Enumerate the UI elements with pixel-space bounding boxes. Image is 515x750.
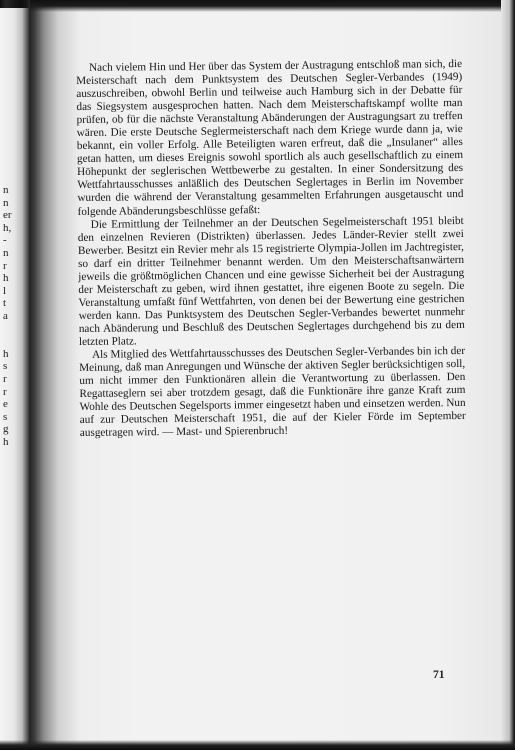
left-fragment: s xyxy=(3,360,8,373)
scan-bottom-shadow xyxy=(0,740,515,750)
page-number: 71 xyxy=(433,669,445,681)
left-fragment: s xyxy=(3,410,8,423)
left-page-text-fragments xyxy=(3,184,15,448)
left-fragment: h xyxy=(3,435,9,448)
right-page-edge xyxy=(501,0,515,750)
left-page-edge xyxy=(0,8,30,748)
page-body-text xyxy=(76,58,466,440)
left-fragment: h, xyxy=(3,221,12,234)
left-fragment: a xyxy=(3,309,8,322)
left-fragment: r xyxy=(3,385,7,398)
left-fragment: n xyxy=(3,246,9,259)
paragraph-2: Die Ermittlung der Teilnehmer an der Deutschen Segelmeisterschaft 1951 bleibt den einzelnen Revieren (Distrikten) überlassen. Jedes Länder-Revier stellt zwei Bewerber. Besitzt ein Revier mehr als 15 registrierte Olympia-Jollen im Jachtregister, so darf ein dritter Teilnehmer benannt werden. Um den Meisterschaftsanwärtern jeweils die größtmöglichen Chancen und eine gewisse Sicherheit bei der Austragung der Meisterschaft zu geben, wird ihnen gestattet, ihre eigenen Boote zu segeln. Die Veranstaltung umfaßt fünf Wettfahrten, von denen bei der Bewertung eine gestrichen werden kann. Das Punktsystem des Deutschen Segler-Verbandes bewertet nunmehr nach Abänderung und Beschluß des Deutschen Seglertages durchgehend bis zu dem letzten Platz. xyxy=(77,214,465,348)
left-fragment: t xyxy=(3,297,7,310)
left-fragment: g xyxy=(3,423,9,436)
paragraph-3: Als Mitglied des Wettfahrtausschusses des Deutschen Segler-Verbandes bin ich der Meinung, daß man Anregungen und Wünsche der aktiven Segler berücksichtigen soll, um nicht immer den Funktionären allein die Verantwortung zu überlassen. Den Regattaseglern sei aber trotzdem gesagt, daß die Funktionäre ihre ganze Kraft zum Wohle des Deutschen Segelsports immer eingesetzt haben und einsetzen werden. Nun auf zur Deutschen Meisterschaft 1951, die auf der Kieler Förde im September ausgetragen wird. — Mast- und Spierenbruch! xyxy=(79,344,466,440)
left-fragment: r xyxy=(3,372,7,385)
left-fragment: n xyxy=(3,184,9,196)
left-fragment: - xyxy=(3,234,7,247)
left-fragment xyxy=(3,323,15,336)
left-fragment: h xyxy=(3,347,9,360)
left-fragment: r xyxy=(3,259,7,272)
left-fragment xyxy=(3,335,15,348)
left-fragment: l xyxy=(3,284,7,297)
left-fragment: e xyxy=(3,398,8,411)
left-fragment: h xyxy=(3,272,9,285)
paragraph-1: Nach vielem Hin und Her über das System der Austragung entschloß man sich, die Meisterschaft nach dem Punktsystem des Deutschen Segler-Verbandes (1949) auszuschreiben, obwohl Berlin und teilweise auch Hamburg sich in der Debatte für das Siegsystem ausgesprochen hatten. Nach dem Meisterschaftskampf wollte man prüfen, ob für die nächste Veranstaltung Abänderungen der Austragungsart zu treffen wären. Die erste Deutsche Seglermeisterschaft nach dem Kriege wurde dann ja, wie bekannt, ein voller Erfolg. Alle Beteiligten waren erfreut, daß die „Insulaner“ alles getan hatten, um dieses Ereignis sowohl sportlich als auch gesellschaftlich zu einem Höhepunkt der seglerischen Wettbewerbe zu gestalten. In einer Sondersitzung des Wettfahrtausschusses anläßlich des Deutschen Seglertages in Berlin im November wurden die während der Veranstaltung gesammelten Erfahrungen ausgetauscht und folgende Abänderungsbeschlüsse gefaßt: xyxy=(76,57,464,218)
left-fragment: n xyxy=(3,196,9,209)
left-fragment: er xyxy=(3,209,12,222)
scan-top-shadow xyxy=(30,0,515,12)
